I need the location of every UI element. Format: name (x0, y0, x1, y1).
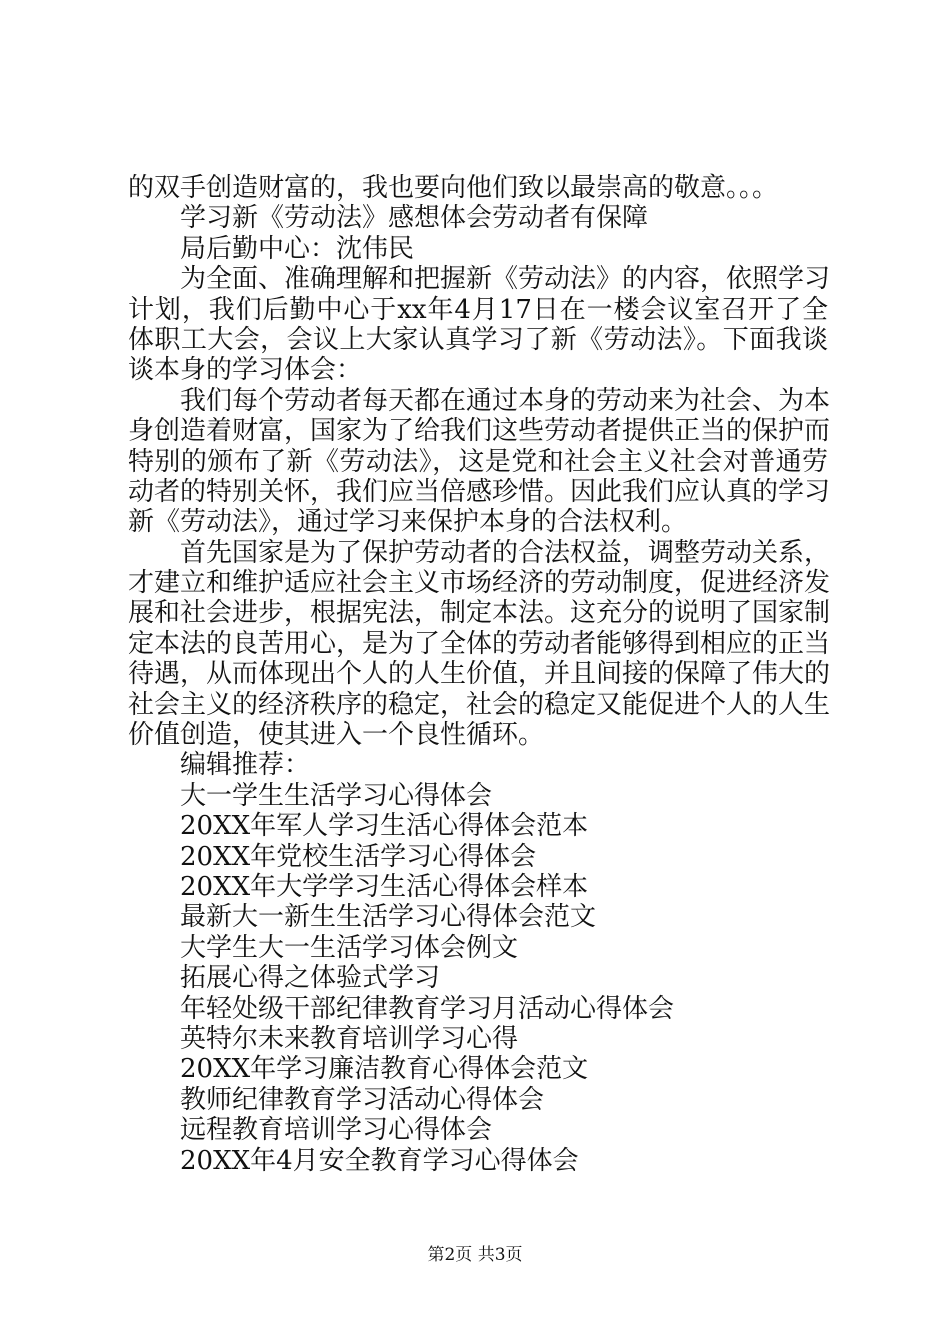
text-line: 展和社会进步，根据宪法，制定本法。这充分的说明了国家制 (128, 598, 831, 629)
text-line: 20XX年4月安全教育学习心得体会 (180, 1145, 579, 1176)
text-line: 最新大一新生生活学习心得体会范文 (180, 902, 597, 933)
text-line: 大一学生生活学习心得体会 (180, 780, 493, 811)
text-line: 首先国家是为了保护劳动者的合法权益，调整劳动关系， (180, 537, 831, 568)
text-line: 20XX年学习廉洁教育心得体会范文 (180, 1054, 589, 1085)
text-line: 价值创造，使其进入一个良性循环。 (128, 720, 545, 751)
text-line: 20XX年军人学习生活心得体会范本 (180, 811, 589, 842)
text-line: 待遇，从而体现出个人的人生价值，并且间接的保障了伟大的 (128, 659, 831, 690)
text-line: 计划，我们后勤中心于xx年4月17日在一楼会议室召开了全 (128, 294, 828, 325)
text-line: 身创造着财富，国家为了给我们这些劳动者提供正当的保护而 (128, 416, 831, 447)
text-line: 特别的颁布了新《劳动法》，这是党和社会主义社会对普通劳 (128, 446, 828, 477)
text-line: 英特尔未来教育培训学习心得 (180, 1023, 519, 1054)
text-line: 才建立和维护适应社会主义市场经济的劳动制度，促进经济发 (128, 568, 831, 599)
text-line: 为全面、准确理解和把握新《劳动法》的内容，依照学习 (180, 264, 831, 295)
text-line: 拓展心得之体验式学习 (180, 963, 441, 994)
text-line: 学习新《劳动法》感想体会劳动者有保障 (180, 203, 649, 234)
text-line: 体职工大会，会议上大家认真学习了新《劳动法》。下面我谈 (128, 324, 828, 355)
text-line: 局后勤中心：沈伟民 (180, 233, 415, 264)
text-line: 的双手创造财富的，我也要向他们致以最崇高的敬意。。。 (128, 173, 779, 203)
text-line: 远程教育培训学习心得体会 (180, 1115, 493, 1146)
text-line: 我们每个劳动者每天都在通过本身的劳动来为社会、为本 (180, 385, 831, 416)
text-line: 大学生大一生活学习体会例文 (180, 932, 519, 963)
text-line: 编辑推荐： (180, 750, 311, 781)
text-line: 新《劳动法》，通过学习来保护本身的合法权利。 (128, 507, 688, 538)
text-line: 社会主义的经济秩序的稳定，社会的稳定又能促进个人的人生 (128, 689, 831, 720)
text-line: 20XX年大学学习生活心得体会样本 (180, 871, 589, 902)
text-line: 动者的特别关怀，我们应当倍感珍惜。因此我们应认真的学习 (128, 476, 831, 507)
text-line: 年轻处级干部纪律教育学习月活动心得体会 (180, 993, 675, 1024)
text-line: 谈本身的学习体会： (128, 355, 363, 386)
text-line: 教师纪律教育学习活动心得体会 (180, 1084, 545, 1115)
page-footer: 第2页 共3页 (427, 1245, 523, 1265)
text-line: 20XX年党校生活学习心得体会 (180, 841, 537, 872)
document-body (128, 173, 831, 1176)
text-line: 定本法的良苦用心，是为了全体的劳动者能够得到相应的正当 (128, 628, 831, 659)
